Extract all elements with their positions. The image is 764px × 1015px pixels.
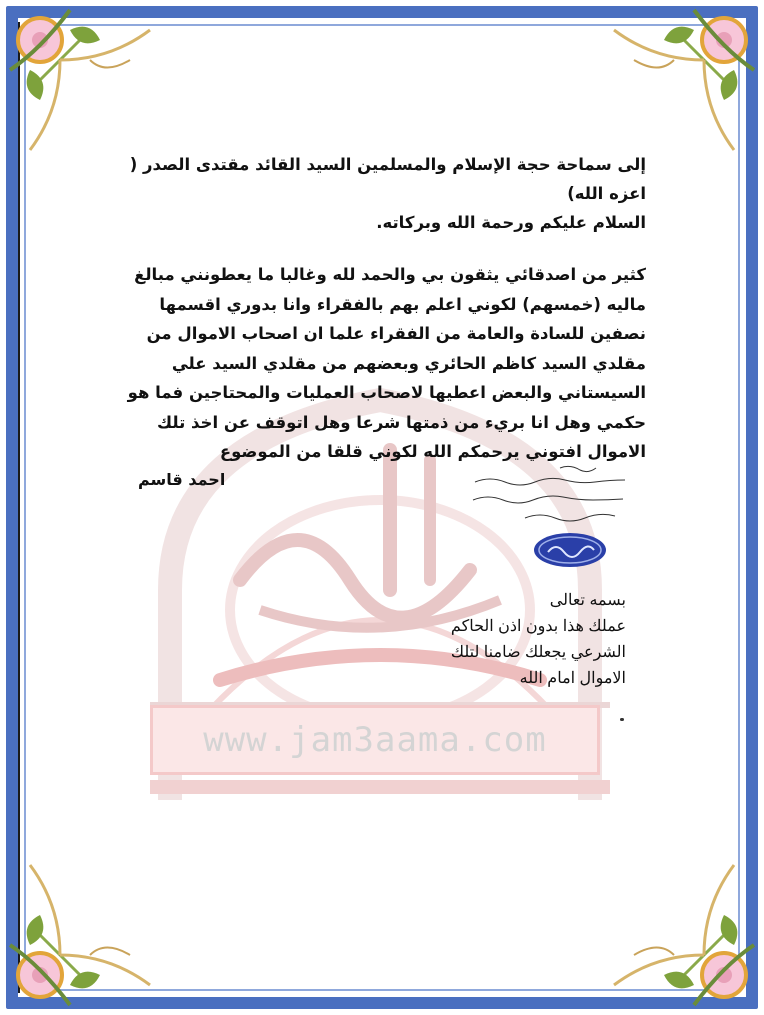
greeting-line: اعزه الله) — [567, 184, 646, 203]
corner-ornament-bottom-left — [0, 855, 160, 1015]
corner-ornament-bottom-right — [604, 855, 764, 1015]
reply-line: الشرعي يجعلك ضامنا لتلك — [450, 644, 626, 661]
watermark-url: www.jam3aama.com — [150, 705, 600, 775]
body-line: السيستاني والبعض اعطيها لاصحاب العمليات والمحتاجين فما هو — [127, 383, 646, 402]
letter-body — [126, 260, 646, 467]
corner-ornament-top-left — [0, 0, 160, 160]
letter-greeting — [126, 150, 646, 237]
greeting-line: السلام عليكم ورحمة الله وبركاته. — [376, 213, 646, 232]
body-line: كثير من اصدقائي يثقون بي والحمد لله وغالبا ما يعطونني مبالغ — [134, 265, 646, 284]
seal-stamp — [530, 530, 610, 570]
greeting-line: إلى سماحة حجة الإسلام والمسلمين السيد القائد مقتدى الصدر ( — [129, 155, 646, 174]
body-line: مقلدي السيد كاظم الحائري وبعضهم من مقلدي السيد علي — [171, 353, 646, 373]
corner-ornament-top-right — [604, 0, 764, 160]
reply-line: بسمه تعالى — [549, 592, 626, 609]
body-line: حكمي وهل انا بريء من ذمتها شرعا وهل اتوقف عن اخذ تلك — [156, 412, 646, 432]
body-line: نصفين للسادة والعامة من الفقراء علما ان اصحاب الاموال من — [146, 324, 646, 343]
body-line: ماليه (خمسهم) لكوني اعلم بهم بالفقراء وانا بدوري اقسمها — [159, 294, 646, 314]
ink-dot — [620, 718, 624, 721]
reply-text — [451, 588, 626, 692]
reply-line: الاموال امام الله — [519, 670, 626, 687]
body-line: الاموال افتوني يرحمكم الله لكوني قلقا من الموضوع — [219, 442, 646, 461]
reply-line: عملك هذا بدون اذن الحاكم — [450, 618, 626, 635]
sender-name: احمد قاسم — [138, 470, 226, 489]
handwritten-answer — [465, 460, 635, 530]
